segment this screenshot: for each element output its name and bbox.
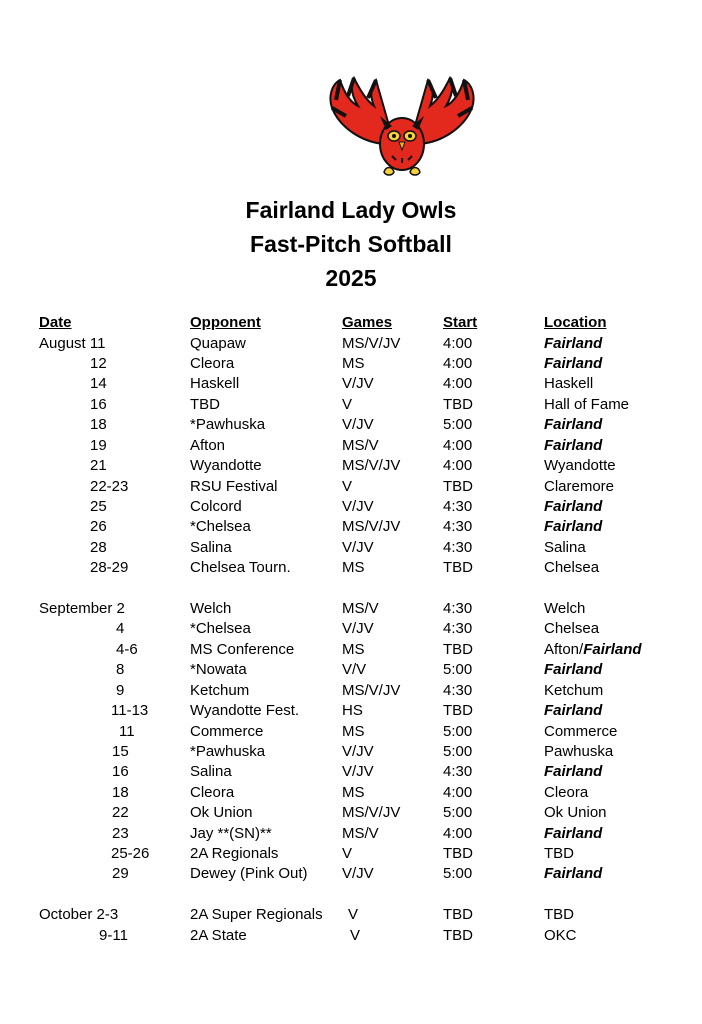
row-location: Chelsea bbox=[544, 620, 600, 637]
row-opponent: Salina bbox=[190, 763, 232, 780]
row-date: 23 bbox=[112, 825, 129, 842]
row-start: 4:00 bbox=[443, 355, 473, 372]
header-games: Games bbox=[342, 314, 393, 331]
row-date: 19 bbox=[90, 437, 107, 454]
row-opponent: Wyandotte bbox=[190, 457, 262, 474]
row-opponent: Colcord bbox=[190, 498, 242, 515]
title-line-3: 2025 bbox=[325, 265, 377, 291]
row-opponent: Cleora bbox=[190, 784, 235, 801]
header-date: Date bbox=[39, 314, 72, 331]
row-start: 4:00 bbox=[443, 825, 473, 842]
row-date: August 11 bbox=[39, 335, 106, 352]
title-line-2: Fast-Pitch Softball bbox=[250, 231, 452, 257]
row-games: MS/V/JV bbox=[342, 457, 401, 474]
row-location: Salina bbox=[544, 539, 586, 556]
row-start: TBD bbox=[443, 927, 473, 944]
row-opponent: *Pawhuska bbox=[190, 743, 266, 760]
row-start: TBD bbox=[443, 478, 473, 495]
row-opponent: Cleora bbox=[190, 355, 235, 372]
row-opponent: Afton bbox=[190, 437, 226, 454]
row-start: 5:00 bbox=[443, 723, 473, 740]
row-games: MS bbox=[342, 355, 365, 372]
row-opponent: Haskell bbox=[190, 375, 240, 392]
row-location: Wyandotte bbox=[544, 457, 616, 474]
row-games: V/JV bbox=[342, 763, 374, 780]
row-date: 22-23 bbox=[90, 478, 129, 495]
row-location: Fairland bbox=[544, 498, 603, 515]
row-games: MS bbox=[342, 723, 365, 740]
row-location: Commerce bbox=[544, 723, 618, 740]
row-location: Fairland bbox=[544, 416, 603, 433]
row-games: MS/V bbox=[342, 825, 379, 842]
row-start: TBD bbox=[443, 396, 473, 413]
row-games: V/JV bbox=[342, 620, 374, 637]
row-games: V bbox=[342, 845, 353, 862]
row-date: 22 bbox=[112, 804, 129, 821]
row-date: 4-6 bbox=[116, 641, 138, 658]
row-start: 5:00 bbox=[443, 661, 473, 678]
row-location: Fairland bbox=[544, 865, 603, 882]
row-start: 5:00 bbox=[443, 743, 473, 760]
row-games: MS/V/JV bbox=[342, 335, 401, 352]
row-opponent: 2A Super Regionals bbox=[190, 906, 323, 923]
row-start: 4:30 bbox=[443, 498, 473, 515]
row-location: Hall of Fame bbox=[544, 396, 630, 413]
location-prefix: Afton/ bbox=[544, 641, 584, 658]
header-location: Location bbox=[544, 314, 607, 331]
row-start: 4:00 bbox=[443, 335, 473, 352]
header-opponent: Opponent bbox=[190, 314, 261, 331]
row-games: V/JV bbox=[342, 416, 374, 433]
row-date: 8 bbox=[116, 661, 125, 678]
row-location: Welch bbox=[544, 600, 586, 617]
row-opponent: Commerce bbox=[190, 723, 264, 740]
row-date: October 2-3 bbox=[39, 906, 119, 923]
row-opponent: MS Conference bbox=[190, 641, 295, 658]
row-date: 9 bbox=[116, 682, 125, 699]
row-start: 4:30 bbox=[443, 682, 473, 699]
row-opponent: RSU Festival bbox=[190, 478, 278, 495]
row-opponent: Ketchum bbox=[190, 682, 250, 699]
row-games: V/JV bbox=[342, 375, 374, 392]
row-date: 14 bbox=[90, 375, 107, 392]
row-location: Fairland bbox=[544, 763, 603, 780]
row-location bbox=[544, 640, 642, 660]
row-date: 16 bbox=[90, 396, 107, 413]
row-games: V bbox=[342, 478, 353, 495]
row-date: 18 bbox=[112, 784, 129, 801]
row-date: 25 bbox=[90, 498, 107, 515]
row-games: MS bbox=[342, 559, 365, 576]
row-location: Fairland bbox=[544, 518, 603, 535]
row-date: 11-13 bbox=[111, 702, 149, 719]
row-start: TBD bbox=[443, 702, 473, 719]
row-location: Cleora bbox=[544, 784, 589, 801]
row-start: 4:00 bbox=[443, 375, 473, 392]
row-location: Fairland bbox=[544, 661, 603, 678]
row-location: TBD bbox=[544, 906, 574, 923]
row-location: Fairland bbox=[544, 355, 603, 372]
row-start: 5:00 bbox=[443, 865, 473, 882]
location-home: Fairland bbox=[583, 641, 642, 658]
row-date: 25-26 bbox=[111, 845, 150, 862]
row-games: MS bbox=[342, 784, 365, 801]
row-date: 15 bbox=[112, 743, 129, 760]
row-games: V bbox=[350, 927, 361, 944]
row-opponent: Welch bbox=[190, 600, 232, 617]
row-location: Ok Union bbox=[544, 804, 607, 821]
row-start: 5:00 bbox=[443, 416, 473, 433]
row-start: TBD bbox=[443, 641, 473, 658]
row-start: TBD bbox=[443, 906, 473, 923]
row-location: Chelsea bbox=[544, 559, 600, 576]
row-date: September 2 bbox=[39, 600, 125, 617]
row-location: OKC bbox=[544, 927, 577, 944]
row-games: MS/V bbox=[342, 437, 379, 454]
row-location: Haskell bbox=[544, 375, 594, 392]
owl-mascot-logo bbox=[322, 72, 482, 184]
row-location: Fairland bbox=[544, 437, 603, 454]
row-opponent: Wyandotte Fest. bbox=[190, 702, 300, 719]
row-opponent: TBD bbox=[190, 396, 220, 413]
row-date: 9-11 bbox=[99, 927, 128, 944]
row-games: MS/V/JV bbox=[342, 518, 401, 535]
row-opponent: Quapaw bbox=[190, 335, 246, 352]
header-start: Start bbox=[443, 314, 478, 331]
row-games: V/JV bbox=[342, 498, 374, 515]
row-start: 4:30 bbox=[443, 518, 473, 535]
row-start: 4:30 bbox=[443, 600, 473, 617]
row-opponent: *Nowata bbox=[190, 661, 247, 678]
row-start: TBD bbox=[443, 559, 473, 576]
row-date: 29 bbox=[112, 865, 129, 882]
row-location: TBD bbox=[544, 845, 574, 862]
row-location: Fairland bbox=[544, 702, 603, 719]
row-games: V/JV bbox=[342, 865, 374, 882]
row-start: 4:00 bbox=[443, 784, 473, 801]
row-location: Fairland bbox=[544, 335, 603, 352]
row-opponent: Chelsea Tourn. bbox=[190, 559, 291, 576]
title-line-1: Fairland Lady Owls bbox=[245, 197, 457, 223]
row-opponent: *Chelsea bbox=[190, 620, 251, 637]
row-date: 28 bbox=[90, 539, 107, 556]
row-opponent: Dewey (Pink Out) bbox=[190, 865, 308, 882]
row-games: V/JV bbox=[342, 539, 374, 556]
row-opponent: Ok Union bbox=[190, 804, 253, 821]
row-location: Ketchum bbox=[544, 682, 604, 699]
row-date: 18 bbox=[90, 416, 107, 433]
row-opponent: *Chelsea bbox=[190, 518, 251, 535]
row-start: 4:30 bbox=[443, 539, 473, 556]
row-games: V/JV bbox=[342, 743, 374, 760]
row-start: 4:00 bbox=[443, 457, 473, 474]
row-games: MS/V/JV bbox=[342, 682, 401, 699]
row-opponent: 2A State bbox=[190, 927, 247, 944]
row-date: 16 bbox=[112, 763, 129, 780]
row-location: Claremore bbox=[544, 478, 615, 495]
row-start: 4:30 bbox=[443, 620, 473, 637]
row-location: Pawhuska bbox=[544, 743, 614, 760]
row-opponent: Salina bbox=[190, 539, 232, 556]
row-location: Fairland bbox=[544, 825, 603, 842]
row-opponent: Jay **(SN)** bbox=[190, 825, 272, 842]
row-start: 4:00 bbox=[443, 437, 473, 454]
row-games: HS bbox=[342, 702, 363, 719]
row-games: MS/V bbox=[342, 600, 379, 617]
row-opponent: *Pawhuska bbox=[190, 416, 266, 433]
row-opponent: 2A Regionals bbox=[190, 845, 279, 862]
row-date: 11 bbox=[119, 723, 135, 740]
row-date: 28-29 bbox=[90, 559, 129, 576]
row-games: V bbox=[348, 906, 359, 923]
row-games: MS bbox=[342, 641, 365, 658]
row-games: V/V bbox=[342, 661, 367, 678]
row-start: 4:30 bbox=[443, 763, 473, 780]
row-date: 12 bbox=[90, 355, 107, 372]
row-games: MS/V/JV bbox=[342, 804, 401, 821]
row-date: 21 bbox=[90, 457, 107, 474]
row-date: 4 bbox=[116, 620, 125, 637]
row-start: 5:00 bbox=[443, 804, 473, 821]
row-start: TBD bbox=[443, 845, 473, 862]
row-games: V bbox=[342, 396, 353, 413]
row-date: 26 bbox=[90, 518, 107, 535]
